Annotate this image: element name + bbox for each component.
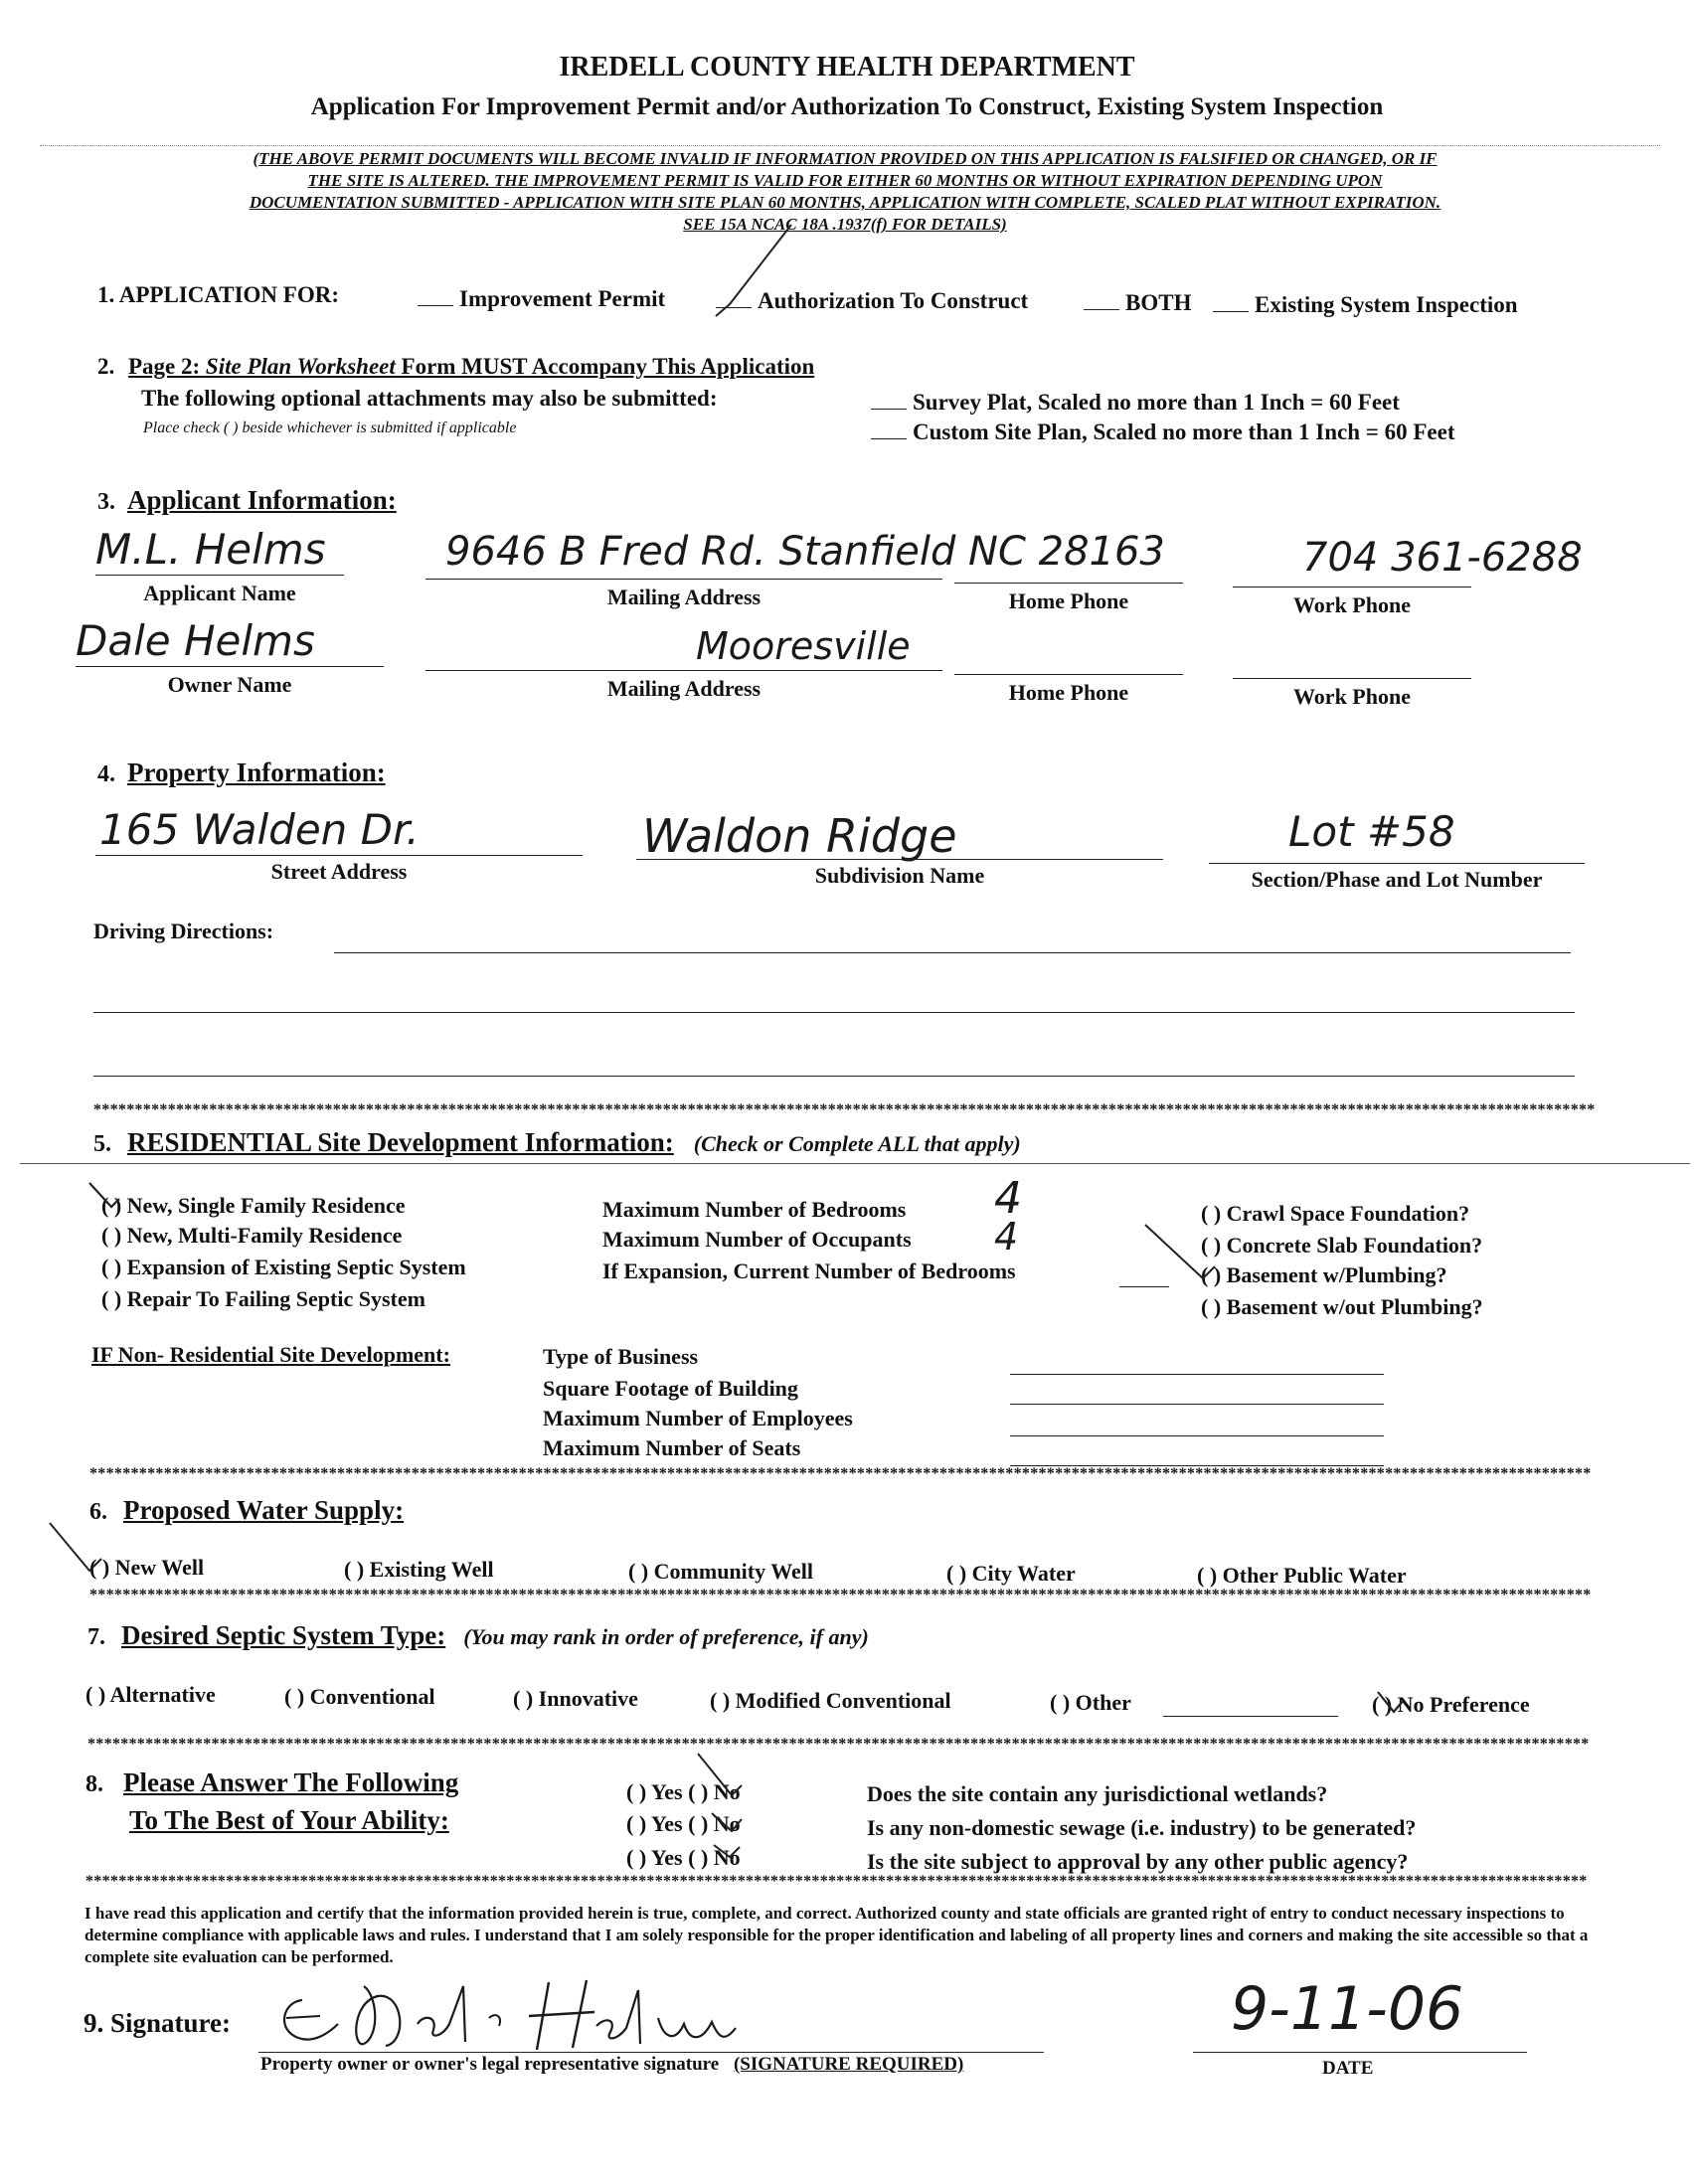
s1-label: 1. APPLICATION FOR:	[97, 282, 339, 307]
existing-inspection-checkbox[interactable]	[1213, 293, 1249, 312]
existing-inspection-label: Existing System Inspection	[1255, 292, 1518, 317]
s7-heading: Desired Septic System Type:	[121, 1620, 446, 1650]
expansion-bedrooms-label: If Expansion, Current Number of Bedrooms	[602, 1259, 1016, 1283]
signature-caption: Property owner or owner's legal representative signature	[260, 2054, 720, 2075]
driving-directions-line-1[interactable]	[334, 952, 1571, 953]
date-caption: DATE	[1322, 2058, 1374, 2079]
other-septic-field[interactable]	[1163, 1716, 1338, 1717]
q1-no: No	[713, 1779, 741, 1804]
caption-owner-name: Owner Name	[167, 672, 292, 697]
warning-line-1: (THE ABOVE PERMIT DOCUMENTS WILL BECOME INVALID IF INFORMATION PROVIDED ON THIS APPLICATION IS FALSIFIED OR CHANGED, OR IF	[253, 149, 1438, 168]
question-agency: Is the site subject to approval by any other public agency?	[867, 1849, 1409, 1874]
caption-lot-number: Section/Phase and Lot Number	[1251, 867, 1543, 892]
s5-num: 5.	[93, 1131, 111, 1157]
caption-home-phone-1: Home Phone	[1008, 588, 1129, 613]
bedrooms-value[interactable]: 4	[994, 1173, 1022, 1224]
basement-plumbing-label: Basement w/Plumbing?	[1226, 1262, 1447, 1287]
no-preference-label: No Preference	[1397, 1692, 1530, 1717]
work-phone-value[interactable]: 704 361-6288	[1302, 535, 1583, 581]
form-subtitle: Application For Improvement Permit and/or Authorization To Construct, Existing System Inspection	[310, 93, 1384, 120]
max-employees-label: Maximum Number of Employees	[543, 1406, 853, 1430]
q2-yes: Yes	[650, 1811, 683, 1836]
s6-heading: Proposed Water Supply:	[123, 1495, 405, 1525]
separator-2: **************************************************************************************************************************************************************************************	[89, 1465, 1592, 1482]
question-wetlands: Does the site contain any jurisdictional wetlands?	[867, 1781, 1328, 1806]
custom-site-plan-checkbox[interactable]	[871, 420, 907, 439]
s5-note: (Check or Complete ALL that apply)	[693, 1131, 1021, 1156]
max-seats-label: Maximum Number of Seats	[543, 1435, 801, 1460]
occupants-value[interactable]: 4	[994, 1215, 1019, 1259]
s5-heading: RESIDENTIAL Site Development Information:	[127, 1127, 674, 1157]
caption-applicant-name: Applicant Name	[143, 581, 296, 605]
square-footage-field[interactable]	[1010, 1404, 1384, 1405]
q2-no: No	[713, 1811, 741, 1836]
check-mark-single-family	[85, 1179, 125, 1215]
both-checkbox[interactable]	[1084, 291, 1119, 310]
caption-street-address: Street Address	[270, 859, 408, 884]
caption-home-phone-2: Home Phone	[1008, 680, 1129, 705]
separator-4: **************************************************************************************************************************************************************************************	[87, 1736, 1590, 1753]
type-of-business-label: Type of Business	[543, 1344, 699, 1369]
owner-address-value[interactable]: Mooresville	[696, 624, 911, 668]
lot-number-value[interactable]: Lot #58	[1288, 807, 1455, 856]
max-occupants-label: Maximum Number of Occupants	[602, 1227, 912, 1252]
modified-conventional-label: Modified Conventional	[735, 1688, 951, 1713]
other-public-water-label: Other Public Water	[1222, 1563, 1407, 1588]
s4-num: 4.	[97, 761, 115, 787]
s2-page: Page 2:	[128, 354, 201, 379]
s3-num: 3.	[97, 489, 115, 515]
square-footage-label: Square Footage of Building	[543, 1376, 798, 1401]
signature-image[interactable]	[268, 1966, 785, 2056]
q1-yes: Yes	[650, 1779, 683, 1804]
date-value[interactable]: 9-11-06	[1231, 1974, 1464, 2044]
q3-no: No	[713, 1845, 741, 1870]
caption-subdivision: Subdivision Name	[814, 863, 985, 888]
type-of-business-field[interactable]	[1010, 1374, 1384, 1375]
nonres-label: IF Non- Residential Site Development:	[91, 1342, 450, 1367]
question-sewage: Is any non-domestic sewage (i.e. industry) to be generated?	[867, 1815, 1417, 1840]
s8-heading-1: Please Answer The Following	[123, 1767, 459, 1797]
separator-1: **************************************************************************************************************************************************************************************	[93, 1101, 1596, 1118]
city-water-label: City Water	[971, 1561, 1076, 1586]
caption-work-phone-1: Work Phone	[1293, 592, 1411, 617]
concrete-slab-label: ( ) Concrete Slab Foundation?	[1201, 1233, 1483, 1258]
check-marks-no	[692, 1750, 771, 1859]
improvement-permit-label: Improvement Permit	[459, 286, 666, 311]
s8-num: 8.	[85, 1771, 103, 1797]
basement-no-plumbing-label: Basement w/out Plumbing?	[1226, 1294, 1483, 1319]
s2-line2: The following optional attachments may also be submitted:	[141, 386, 718, 411]
signature-label: 9. Signature:	[84, 2008, 232, 2038]
warning-line-4: SEE 15A NCAC 18A .1937(f) FOR DETAILS)	[683, 215, 1007, 234]
s2-note: Place check ( ) beside whichever is submitted if applicable	[143, 420, 517, 436]
single-family-label: New, Single Family Residence	[126, 1193, 406, 1218]
new-well-label: New Well	[114, 1555, 205, 1580]
s2-num: 2.	[97, 354, 115, 379]
separator-3: **************************************************************************************************************************************************************************************	[89, 1587, 1592, 1603]
survey-plat-label: Survey Plat, Scaled no more than 1 Inch = 60 Feet	[913, 390, 1400, 415]
authorization-label: Authorization To Construct	[758, 288, 1029, 313]
s7-num: 7.	[87, 1624, 105, 1650]
conventional-label: Conventional	[309, 1684, 435, 1709]
driving-directions-line-2[interactable]	[93, 1012, 1575, 1013]
s2-form: Site Plan Worksheet	[205, 354, 396, 379]
innovative-label: Innovative	[538, 1686, 638, 1711]
q3-yes: Yes	[650, 1845, 683, 1870]
other-septic-label: Other	[1075, 1690, 1131, 1715]
s6-num: 6.	[89, 1499, 107, 1525]
applicant-address-value[interactable]: 9646 B Fred Rd. Stanfield NC 28163	[445, 529, 1165, 575]
street-address-value[interactable]: 165 Walden Dr.	[99, 805, 420, 854]
existing-well-label: Existing Well	[369, 1557, 494, 1582]
max-employees-field[interactable]	[1010, 1435, 1384, 1436]
expansion-label: Expansion of Existing Septic System	[126, 1255, 466, 1279]
crawl-space-label: ( ) Crawl Space Foundation?	[1201, 1201, 1470, 1226]
s2-rest: Form MUST Accompany This Application	[401, 354, 815, 379]
warning-line-2: THE SITE IS ALTERED. THE IMPROVEMENT PERMIT IS VALID FOR EITHER 60 MONTHS OR WITHOUT EXPIRATION DEPENDING UPON	[307, 171, 1383, 190]
survey-plat-checkbox[interactable]	[871, 391, 907, 410]
s4-heading: Property Information:	[127, 757, 386, 787]
both-label: BOTH	[1125, 290, 1192, 315]
caption-work-phone-2: Work Phone	[1293, 684, 1411, 709]
caption-mailing-address-1: Mailing Address	[606, 585, 762, 609]
check-mark-authorization	[714, 221, 793, 320]
s7-note: (You may rank in order of preference, if any)	[463, 1624, 869, 1649]
check-mark-new-well	[48, 1521, 117, 1581]
driving-directions-line-3[interactable]	[93, 1076, 1575, 1077]
owner-name-value[interactable]: Dale Helms	[76, 616, 315, 665]
repair-label: Repair To Failing Septic System	[126, 1286, 425, 1311]
applicant-name-value[interactable]: M.L. Helms	[95, 525, 326, 574]
driving-directions-label: Driving Directions:	[93, 919, 274, 943]
signature-required: (SIGNATURE REQUIRED)	[733, 2054, 964, 2075]
custom-site-plan-label: Custom Site Plan, Scaled no more than 1 Inch = 60 Feet	[913, 420, 1455, 444]
check-mark-basement	[1143, 1223, 1233, 1292]
certification-text: I have read this application and certify that the information provided herein is true, complete, and correct. Authorized county and state officials are granted right of entry to conduct necessary inspections to determine compliance with applicable laws and rules. I understand that I am solely responsible for the proper identification and labeling of all property lines and corners and making the site accessible so that a complete site evaluation can be performed.	[85, 1904, 1589, 1966]
subdivision-value[interactable]: Waldon Ridge	[642, 809, 957, 863]
s8-heading-2: To The Best of Your Ability:	[129, 1805, 449, 1835]
multi-family-label: New, Multi-Family Residence	[126, 1223, 403, 1248]
form-title: IREDELL COUNTY HEALTH DEPARTMENT	[559, 52, 1135, 83]
separator-5: **************************************************************************************************************************************************************************************	[85, 1873, 1588, 1890]
alternative-label: Alternative	[109, 1682, 216, 1707]
caption-mailing-address-2: Mailing Address	[606, 676, 762, 701]
community-well-label: Community Well	[653, 1559, 813, 1584]
s3-heading: Applicant Information:	[127, 485, 397, 515]
warning-line-3: DOCUMENTATION SUBMITTED - APPLICATION WITH SITE PLAN 60 MONTHS, APPLICATION WITH COMPLETE, SCALED PLAT WITHOUT EXPIRATION.	[249, 193, 1441, 212]
improvement-permit-checkbox[interactable]	[418, 287, 453, 306]
check-mark-no-preference	[1372, 1688, 1412, 1718]
max-bedrooms-label: Maximum Number of Bedrooms	[602, 1197, 907, 1222]
